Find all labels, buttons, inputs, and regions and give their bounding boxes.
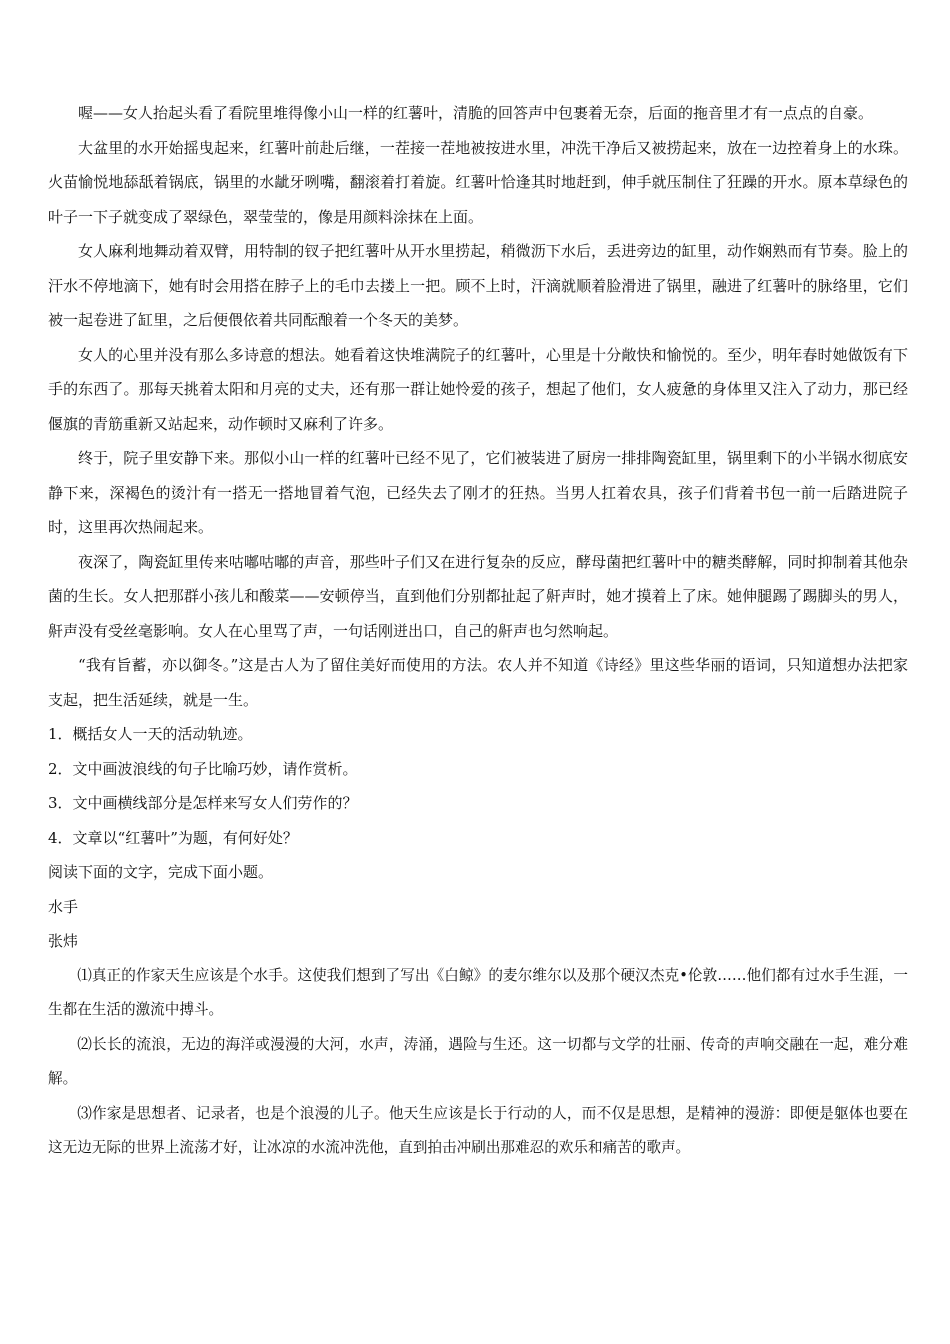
article-author: 张炜 <box>48 932 79 950</box>
question-1: 1．概括女人一天的活动轨迹。 <box>48 725 253 743</box>
story-paragraph-4: 女人的心里并没有那么多诗意的想法。她看着这快堆满院子的红薯叶，心里是十分敞快和愉悦的。至少，明年春时她做饭有下手的东西了。那每天挑着太阳和月亮的丈夫，还有那一群让她怜爱的孩子，想起了他们，女人疲惫的身体里又注入了动力，那已经偃旗的青筋重新又站起来，动作顿时又麻利了许多。 <box>48 345 908 433</box>
article-paragraph-2: ⑵长长的流浪，无边的海洋或漫漫的大河，水声，涛涌，遇险与生还。这一切都与文学的壮丽、传奇的声响交融在一起，难分难解。 <box>48 1035 908 1087</box>
story-paragraph-1: 喔——女人抬起头看了看院里堆得像小山一样的红薯叶，清脆的回答声中包裹着无奈，后面的拖音里才有一点点的自豪。 <box>78 104 874 122</box>
article-title: 水手 <box>48 897 79 916</box>
reading-instruction: 阅读下面的文字，完成下面小题。 <box>48 863 274 881</box>
story-paragraph-6: 夜深了，陶瓷缸里传来咕嘟咕嘟的声音，那些叶子们又在进行复杂的反应，酵母菌把红薯叶中的糖类酵解，同时抑制着其他杂菌的生长。女人把那群小孩儿和酸菜——安顿停当，直到他们分别都扯起了鼾声时，她才摸着上了床。她伸腿踢了踢脚头的男人，鼾声没有受丝毫影响。女人在心里骂了声，一句话刚迸出口，自己的鼾声也匀然响起。 <box>48 552 908 640</box>
article-paragraph-1: ⑴真正的作家天生应该是个水手。这使我们想到了写出《白鲸》的麦尔维尔以及那个硬汉杰克•伦敦……他们都有过水手生涯，一生都在生活的激流中搏斗。 <box>48 966 908 1018</box>
story-paragraph-7: “我有旨蓄，亦以御冬。”这是古人为了留住美好而使用的方法。农人并不知道《诗经》里这些华丽的语词，只知道想办法把家支起，把生活延续，就是一生。 <box>48 656 908 709</box>
document-page <box>48 96 908 1166</box>
question-2: 2．文中画波浪线的句子比喻巧妙，请作赏析。 <box>48 759 358 778</box>
story-paragraph-5: 终于，院子里安静下来。那似小山一样的红薯叶已经不见了，它们被装进了厨房一排排陶瓷缸里，锅里剩下的小半锅水彻底安静下来，深褐色的烫汁有一搭无一搭地冒着气泡，已经失去了刚才的狂热。当男人扛着农具，孩子们背着书包一前一后踏进院子时，这里再次热闹起来。 <box>48 449 908 536</box>
question-4: 4．文章以“红薯叶”为题，有何好处？ <box>48 828 298 847</box>
question-3: 3．文中画横线部分是怎样来写女人们劳作的？ <box>48 794 358 812</box>
story-paragraph-3: 女人麻利地舞动着双臂，用特制的钗子把红薯叶从开水里捞起，稍微沥下水后，丢进旁边的缸里，动作娴熟而有节奏。脸上的汗水不停地滴下，她有时会用搭在脖子上的毛巾去搂上一把。顾不上时，汗滴就顺着脸滑进了锅里，融进了红薯叶的脉络里，它们被一起卷进了缸里，之后便偎依着共同酝酿着一个冬天的美梦。 <box>48 242 908 329</box>
story-paragraph-2: 大盆里的水开始摇曳起来，红薯叶前赴后继，一茬接一茬地被按进水里，冲洗干净后又被捞起来，放在一边控着身上的水珠。火苗愉悦地舔舐着锅底，锅里的水龇牙咧嘴，翻滚着打着旋。红薯叶恰逢其时地赶到，伸手就压制住了狂躁的开水。原本草绿色的叶子一下子就变成了翠绿色，翠莹莹的，像是用颜料涂抹在上面。 <box>48 138 908 226</box>
article-paragraph-3: ⑶作家是思想者、记录者，也是个浪漫的儿子。他天生应该是长于行动的人，而不仅是思想，是精神的漫游：即便是躯体也要在这无边无际的世界上流荡才好，让冰凉的水流冲洗他，直到拍击冲刷出那难忍的欢乐和痛苦的歌声。 <box>48 1104 908 1156</box>
